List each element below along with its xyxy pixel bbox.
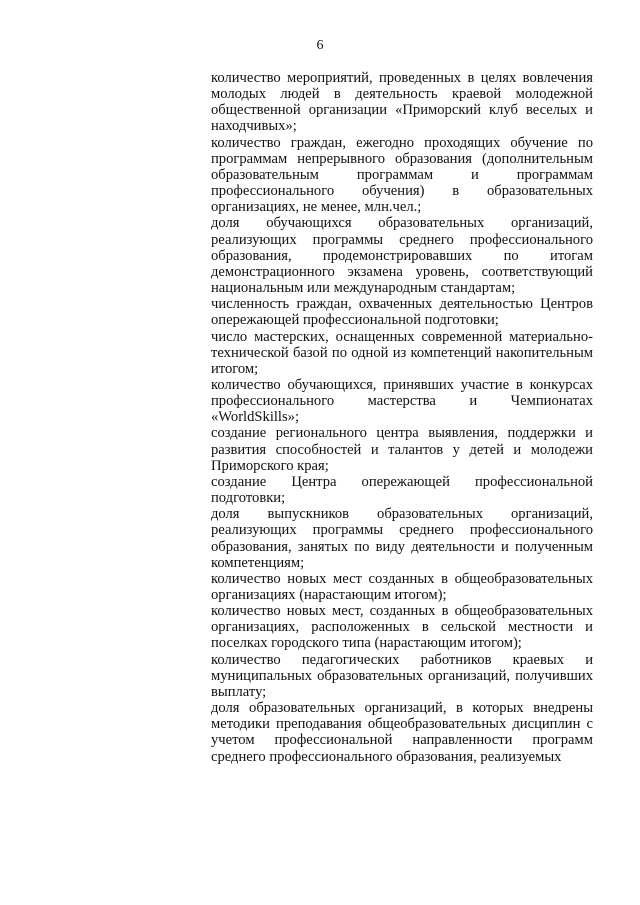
paragraph: создание Центра опережающей профессиональной подготовки;	[211, 473, 593, 507]
page-number: 6	[316, 38, 324, 53]
paragraph: доля образовательных организаций, в которых внедрены методики преподавания общеобразовательных дисциплин с учетом профессиональной направленности программ среднего профессионального образования, реализуемых	[211, 700, 593, 765]
paragraph: количество педагогических работников краевых и муниципальных образовательных организаций, получивших выплату;	[211, 651, 593, 700]
paragraph: количество мероприятий, проведенных в целях вовлечения молодых людей в деятельность краевой молодежной общественной организации «Приморский клуб веселых и находчивых»;	[211, 70, 593, 135]
paragraph: количество новых мест, созданных в общеобразовательных организациях, расположенных в сельской местности и поселках городского типа (нарастающим итогом);	[211, 603, 593, 652]
paragraph: доля выпускников образовательных организаций, реализующих программы среднего профессионального образования, занятых по виду деятельности и полученным компетенциям;	[211, 506, 593, 571]
paragraph: количество новых мест созданных в общеобразовательных организациях (нарастающим итогом);	[211, 570, 593, 603]
paragraph: количество обучающихся, принявших участие в конкурсах профессионального мастерства и Чемпионатах «WorldSkills»;	[211, 376, 593, 426]
paragraph: численность граждан, охваченных деятельностью Центров опережающей профессиональной подготовки;	[211, 296, 593, 329]
paragraph: доля обучающихся образовательных организаций, реализующих программы среднего профессионального образования, продемонстрировавших по итогам демонстрационного экзамена уровень, соответствующий национальным или международным стандартам;	[211, 215, 593, 297]
paragraph: количество граждан, ежегодно проходящих обучение по программам непрерывного образования (дополнительным образовательным программам и программам профессионального обучения) в образовательных организациях, не менее, млн.чел.;	[211, 134, 593, 216]
paragraph: число мастерских, оснащенных современной материально-технической базой по одной из компетенций накопительным итогом;	[211, 328, 593, 377]
document-body	[211, 70, 593, 765]
paragraph: создание регионального центра выявления, поддержки и развития способностей и талантов у детей и молодежи Приморского края;	[211, 425, 593, 474]
